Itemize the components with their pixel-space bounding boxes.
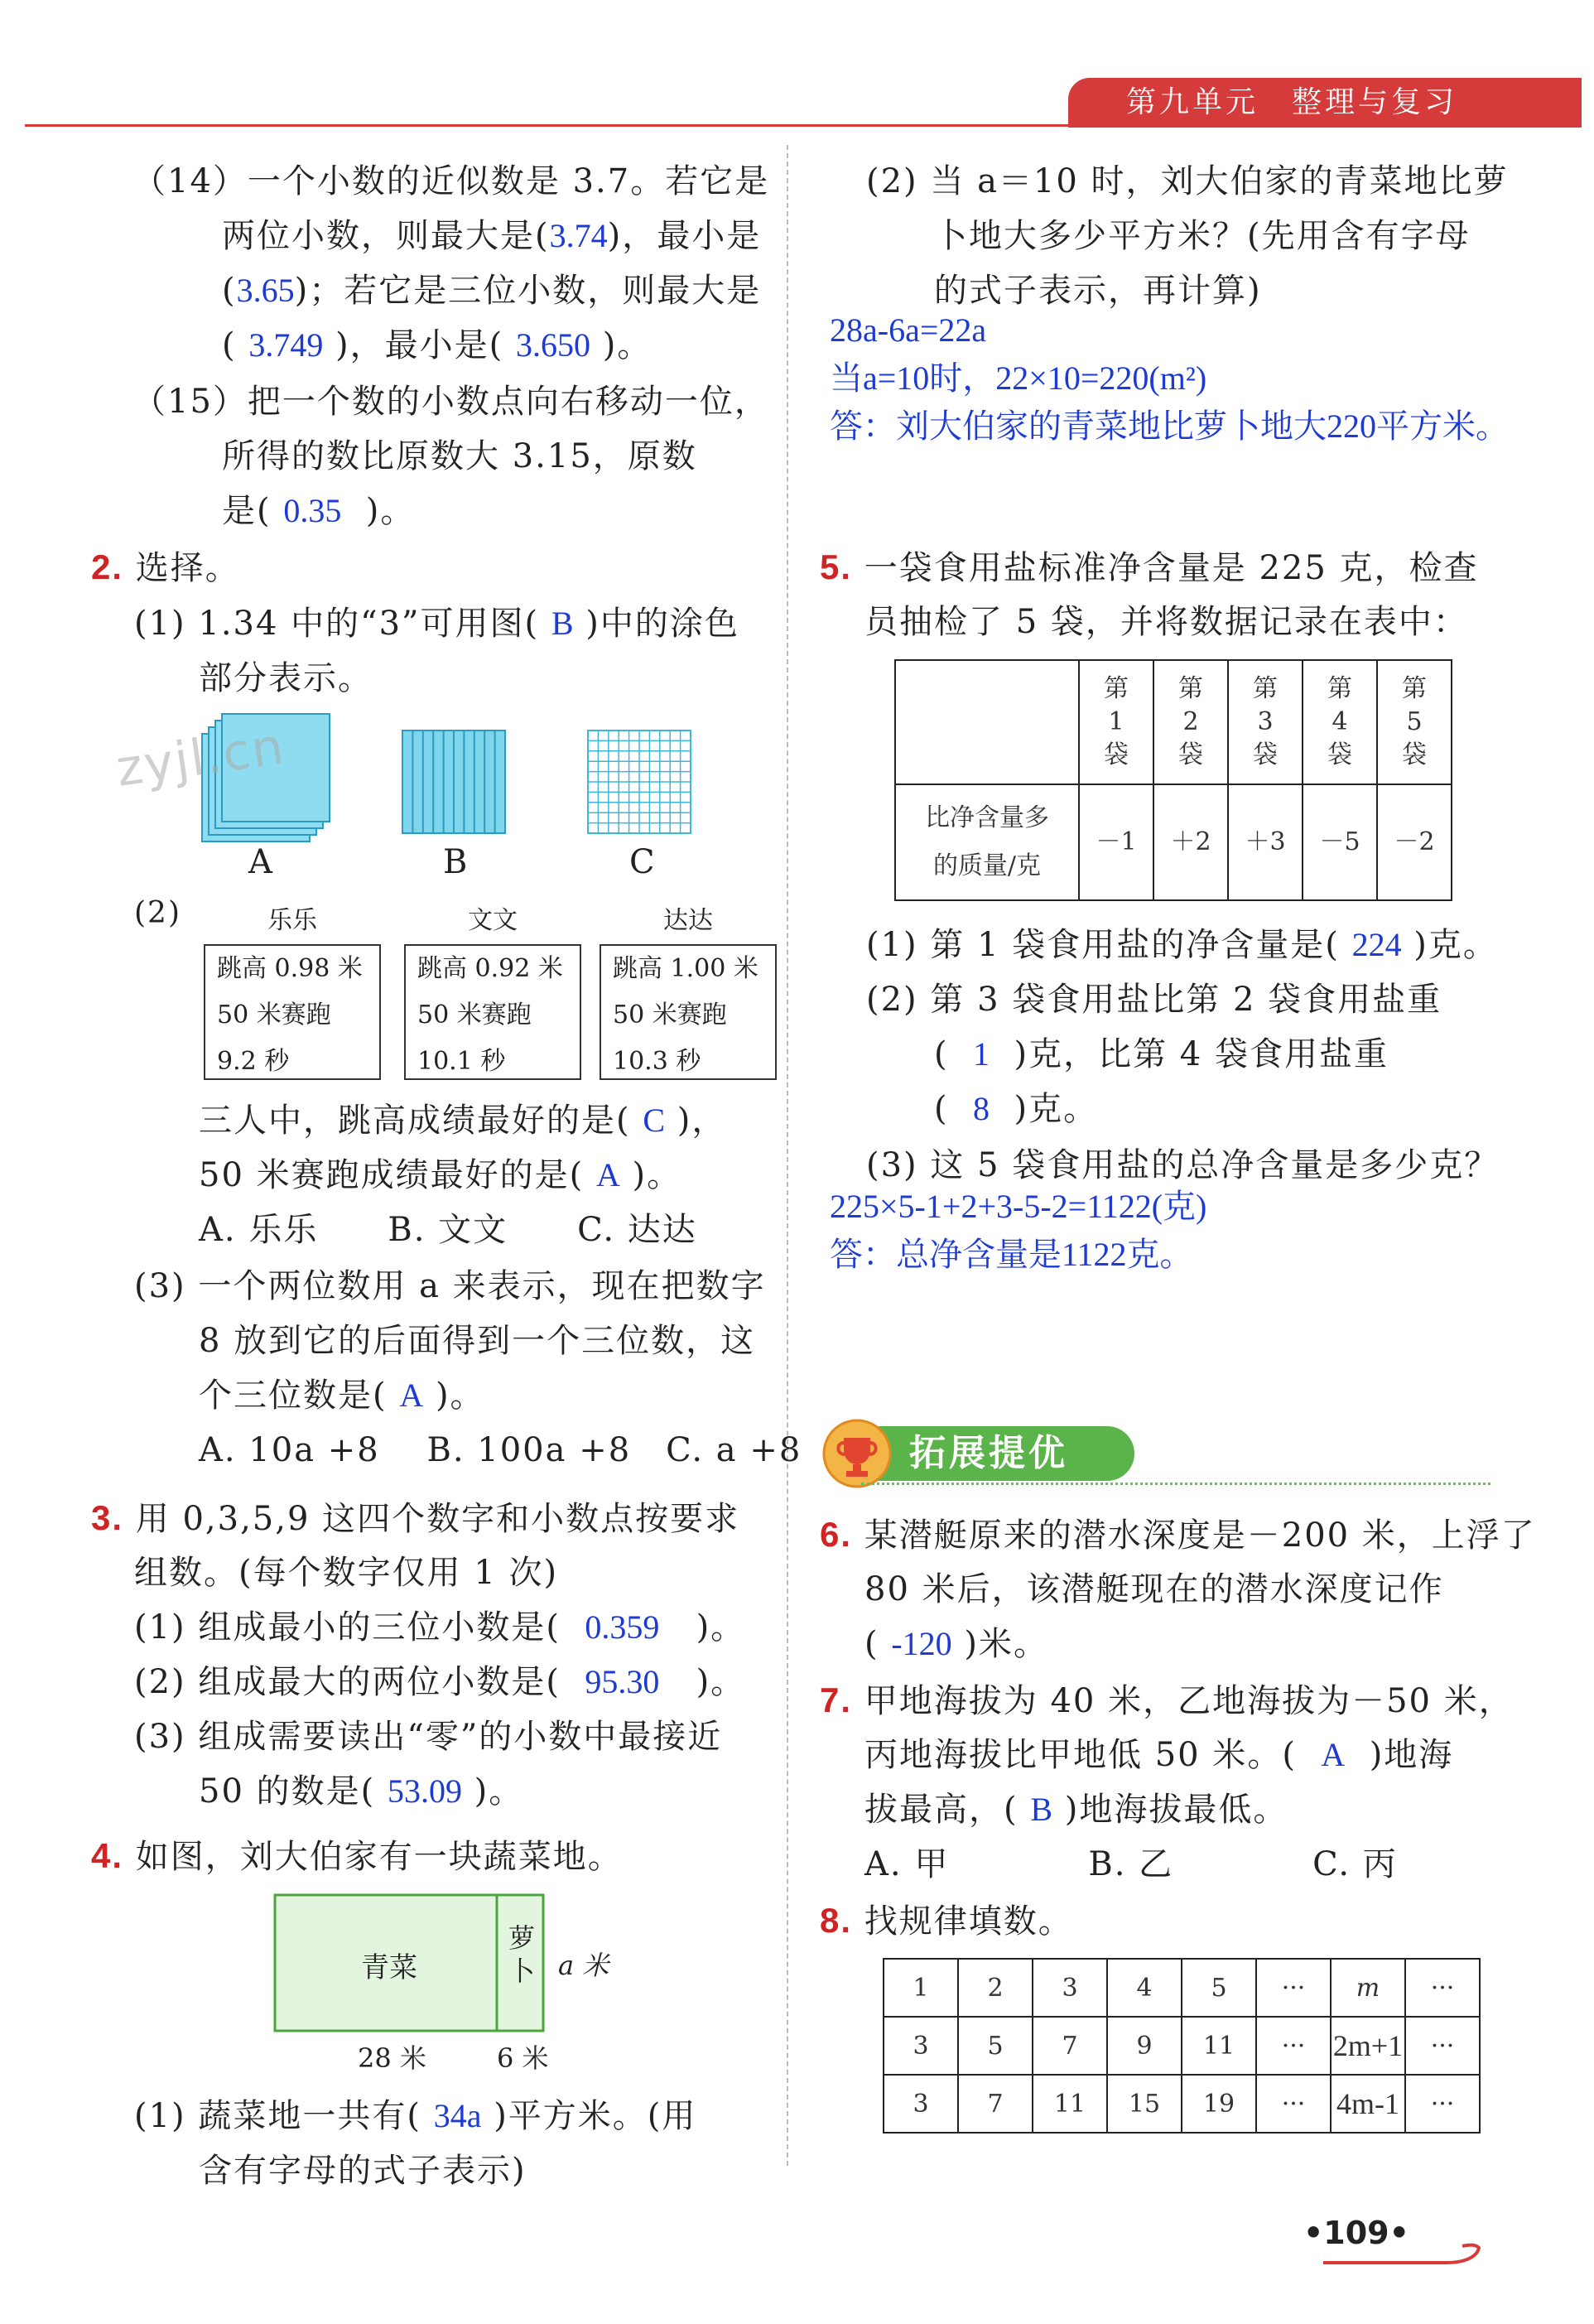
pattern-cell: 15 (1107, 2075, 1182, 2133)
pattern-cell: 9 (1107, 2017, 1182, 2075)
q15-line2: 所得的数比原数大 3.15，原数 (222, 437, 697, 475)
q6-line1: 6. 某潜艇原来的潜水深度是－200 米，上浮了 (820, 1515, 1536, 1555)
pattern-cell: 11 (1033, 2075, 1107, 2133)
q2-heading: 2. 选择。 (91, 547, 240, 587)
page-number: •109• (1303, 2215, 1409, 2251)
table-value-bag3: ＋3 (1228, 784, 1303, 900)
q5-p2-line1: (2) 第 3 袋食用盐比第 2 袋食用盐重 (866, 981, 1442, 1019)
q7-answer-2: B (1030, 1791, 1053, 1828)
q3-p3-line2: 50 的数是( 53.09 )。 (199, 1772, 524, 1811)
page-header-title: 第九单元 整理与复习 (1126, 85, 1458, 119)
pattern-cell: m (1331, 1959, 1405, 2017)
q2-p2-number: (2) (134, 896, 181, 930)
q4-p2-line2: 卜地大多少平方米？(先用含有字母 (934, 217, 1471, 255)
pattern-cell: 19 (1182, 2075, 1256, 2133)
q3-line2: 组数。(每个数字仅用 1 次) (134, 1554, 559, 1592)
q2-p3-line1: (3) 一个两位数用 a 来表示，现在把数字 (134, 1267, 766, 1305)
q2-p3-line2: 8 放到它的后面得到一个三位数，这 (199, 1322, 756, 1360)
figure-b-label: B (443, 843, 470, 881)
q7-options: A. 甲 B. 乙 C. 丙 (864, 1845, 1398, 1883)
q14-answer-2: 3.65 (236, 272, 295, 309)
q2-p2-options: A. 乐乐 B. 文文 C. 达达 (199, 1211, 697, 1249)
q14-line3: (3.65)；若它是三位小数，则最大是 (222, 272, 762, 310)
table-row-label: 比净含量多 的质量/克 (895, 784, 1079, 900)
q4-p2-line1: (2) 当 a＝10 时，刘大伯家的青菜地比萝 (866, 162, 1509, 200)
q2-p3-line3: 个三位数是( A )。 (199, 1377, 485, 1415)
label-radish: 萝卜 (508, 1922, 536, 1987)
q2-p2-answer-2: A (595, 1156, 620, 1193)
pattern-cell: ··· (1256, 2017, 1331, 2075)
pattern-cell: 3 (884, 2075, 958, 2133)
q7-line1: 7. 甲地海拔为 40 米，乙地海拔为－50 米， (820, 1680, 1514, 1720)
figure-c-grid (588, 730, 691, 833)
q14-answer-4: 3.650 (515, 326, 590, 364)
q7-line2: 丙地海拔比甲地低 50 米。( A )地海 (864, 1736, 1454, 1774)
pattern-cell: ··· (1256, 2075, 1331, 2133)
pattern-cell: ··· (1256, 1959, 1331, 2017)
q3-p3-line1: (3) 组成需要读出“零”的小数中最接近 (134, 1718, 723, 1756)
table-header-bag5: 第 5 袋 (1377, 660, 1452, 784)
q2-p1-line2: 部分表示。 (199, 659, 373, 697)
q5-p3-answer-2: 答：总净含量是1122克。 (830, 1236, 1193, 1273)
q15-answer: 0.35 (283, 492, 342, 529)
q4-p2-answer-2: 当a=10时，22×10=220(m²) (830, 359, 1207, 397)
q4-number: 4. (91, 1836, 124, 1875)
table-value-bag1: －1 (1079, 784, 1153, 900)
q3-p2-answer: 95.30 (585, 1663, 660, 1700)
q2-p3-options: A. 10a +8 B. 100a +8 C. a +8 (199, 1431, 802, 1469)
q3-p1: (1) 组成最小的三位小数是( 0.359 )。 (134, 1608, 746, 1647)
pattern-row-2 (884, 2017, 1480, 2075)
pattern-cell: 3 (884, 2017, 958, 2075)
score-box-lele: 跳高 0.98 米 50 米赛跑 9.2 秒 (204, 944, 381, 1080)
q6-line3: ( -120 )米。 (864, 1625, 1048, 1663)
q8-heading: 8. 找规律填数。 (820, 1901, 1073, 1941)
watermark: zyjl.cn (113, 717, 289, 798)
pattern-cell: ··· (1405, 2075, 1480, 2133)
q5-p1-answer: 224 (1351, 926, 1402, 963)
pattern-cell: 5 (1182, 1959, 1256, 2017)
q5-p3: (3) 这 5 袋食用盐的总净含量是多少克？ (866, 1146, 1500, 1184)
table-header-bag1: 第 1 袋 (1079, 660, 1153, 784)
q4-p1-line1: (1) 蔬菜地一共有( 34a )平方米。(用 (134, 2097, 697, 2135)
table-value-bag4: －5 (1303, 784, 1377, 900)
name-dada: 达达 (663, 906, 713, 935)
pattern-answer-4m1: 4m-1 (1331, 2075, 1405, 2133)
pattern-row-1 (884, 1959, 1480, 2017)
q3-p1-answer: 0.359 (585, 1608, 660, 1646)
q2-p1-answer: B (551, 605, 574, 642)
pattern-cell: 11 (1182, 2017, 1256, 2075)
q5-line2: 员抽检了 5 袋，并将数据记录在表中： (864, 603, 1468, 641)
table-corner-cell (895, 660, 1079, 784)
q14-line2: 两位小数，则最大是(3.74)，最小是 (222, 217, 762, 255)
q5-p2-line2: ( 1 )克，比第 4 袋食用盐重 (934, 1035, 1389, 1073)
table-header-bag2: 第 2 袋 (1153, 660, 1228, 784)
q3-number: 3. (91, 1498, 124, 1537)
name-lele: 乐乐 (267, 906, 317, 935)
column-divider (787, 145, 788, 2166)
pattern-cell: ··· (1405, 1959, 1480, 2017)
pattern-cell: 3 (1033, 1959, 1107, 2017)
banner-title: 拓展提优 (909, 1432, 1068, 1474)
pattern-table (883, 1958, 1481, 2134)
pattern-row-3 (884, 2075, 1480, 2133)
score-box-dada: 跳高 1.00 米 50 米赛跑 10.3 秒 (600, 944, 777, 1080)
pattern-cell: ··· (1405, 2017, 1480, 2075)
q5-p1: (1) 第 1 袋食用盐的净含量是( 224 )克。 (866, 926, 1498, 964)
q6-answer: -120 (891, 1625, 952, 1662)
pattern-cell: 7 (1033, 2017, 1107, 2075)
label-cabbage: 青菜 (361, 1951, 417, 1984)
table-value-bag5: －2 (1377, 784, 1452, 900)
q5-p3-answer-1: 225×5-1+2+3-5-2=1122(克) (830, 1188, 1207, 1225)
q5-number: 5. (820, 547, 853, 586)
q3-p2: (2) 组成最大的两位小数是( 95.30 )。 (134, 1663, 746, 1701)
q2-p2-line1: 三人中，跳高成绩最好的是( C )， (199, 1102, 727, 1140)
pattern-cell: 7 (958, 2075, 1033, 2133)
q4-p2-answer-3: 答：刘大伯家的青菜地比萝卜地大220平方米。 (830, 407, 1509, 445)
q4-heading: 4. 如图，刘大伯家有一块蔬菜地。 (91, 1836, 623, 1876)
q4-p2-line3: 的式子表示，再计算) (934, 272, 1262, 310)
pattern-cell: 1 (884, 1959, 958, 2017)
figure-c-label: C (629, 843, 657, 881)
q14-answer-3: 3.749 (248, 326, 324, 364)
label-28-meters: 28 米 (358, 2042, 426, 2074)
figure-b-columns (402, 730, 505, 833)
q7-number: 7. (820, 1680, 853, 1719)
q14-line4: ( 3.749 )，最小是( 3.650 )。 (222, 326, 653, 364)
q14-answer-1: 3.74 (549, 217, 608, 254)
label-a-meters: a 米 (558, 1950, 609, 1981)
q6-line2: 80 米后，该潜艇现在的潜水深度记作 (864, 1570, 1444, 1608)
q5-p2-answer-2: 8 (973, 1090, 990, 1127)
q2-number: 2. (91, 547, 124, 586)
q8-number: 8. (820, 1901, 853, 1940)
q5-p2-line3: ( 8 )克。 (934, 1090, 1099, 1128)
q2-p3-answer: A (399, 1377, 424, 1414)
q2-p2-line2: 50 米赛跑成绩最好的是( A )。 (199, 1156, 682, 1194)
banner-dotted-line (861, 1483, 1490, 1485)
q2-p1-line1: (1) 1.34 中的“3”可用图( B )中的涂色 (134, 605, 739, 643)
q2-p2-answer-1: C (643, 1102, 666, 1139)
q15-line3: 是( 0.35 )。 (222, 492, 416, 530)
table-header-bag4: 第 4 袋 (1303, 660, 1377, 784)
q4-p1-line2: 含有字母的式子表示) (199, 2152, 527, 2190)
q5-p2-answer-1: 1 (973, 1035, 990, 1073)
page-number-swoosh-icon (1322, 2220, 1487, 2269)
salt-data-table (894, 659, 1452, 901)
score-box-wenwen: 跳高 0.92 米 50 米赛跑 10.1 秒 (404, 944, 581, 1080)
q7-answer-1: A (1321, 1736, 1346, 1773)
pattern-cell: 2 (958, 1959, 1033, 2017)
q6-number: 6. (820, 1515, 853, 1554)
q7-line3: 拔最高，( B )地海拔最低。 (864, 1791, 1288, 1829)
q3-p3-answer: 53.09 (387, 1772, 462, 1810)
figure-a-label: A (248, 843, 274, 881)
pattern-cell: 5 (958, 2017, 1033, 2075)
q14-line1: （14）一个小数的近似数是 3.7。若它是 (132, 162, 770, 200)
q4-p1-answer: 34a (433, 2097, 482, 2134)
table-header-bag3: 第 3 袋 (1228, 660, 1303, 784)
q15-line1: （15）把一个数的小数点向右移动一位， (132, 383, 769, 421)
q4-p2-answer-1: 28a-6a=22a (830, 311, 987, 349)
trophy-icon (821, 1418, 893, 1489)
pattern-cell: 4 (1107, 1959, 1182, 2017)
table-value-bag2: ＋2 (1153, 784, 1228, 900)
label-6-meters: 6 米 (497, 2042, 549, 2074)
q5-line1: 5. 一袋食用盐标准净含量是 225 克，检查 (820, 547, 1479, 587)
q3-line1: 3. 用 0,3,5,9 这四个数字和小数点按要求 (91, 1498, 740, 1538)
name-wenwen: 文文 (468, 906, 518, 935)
pattern-answer-2m1: 2m+1 (1331, 2017, 1405, 2075)
